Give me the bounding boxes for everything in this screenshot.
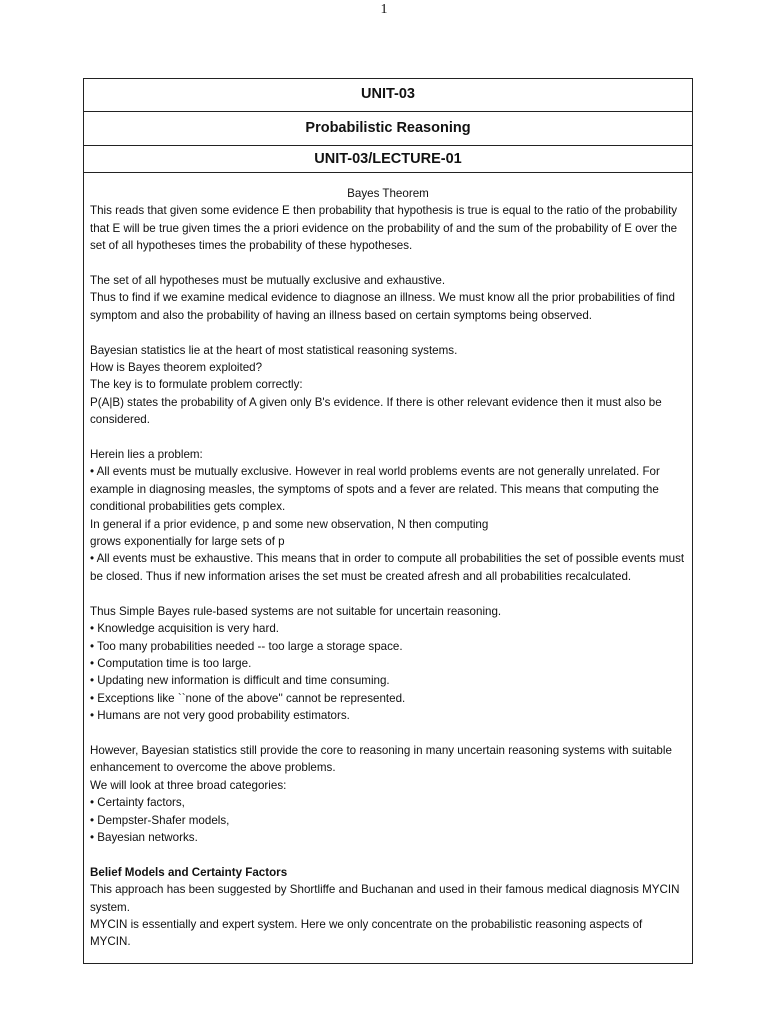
list-item: • Exceptions like ``none of the above'' cannot be represented. bbox=[90, 691, 406, 705]
lecture-frame bbox=[83, 78, 693, 964]
list-item: • Computation time is too large. bbox=[90, 656, 252, 670]
prior-evidence-line: In general if a prior evidence, p and some new observation, N then computing bbox=[90, 517, 489, 531]
hypotheses-line: The set of all hypotheses must be mutually exclusive and exhaustive. bbox=[90, 274, 446, 288]
exhaustive-bullet: • All events must be exhaustive. This means that in order to compute all probabilities the set of possible events must be closed. Thus if new information arises the set must be created afresh and all probabilities recalculated. bbox=[90, 552, 685, 583]
stats-line: Bayesian statistics lie at the heart of most statistical reasoning systems. bbox=[90, 343, 458, 357]
list-item: • Certainty factors, bbox=[90, 796, 185, 810]
page-number: 1 bbox=[380, 2, 388, 17]
mutually-exclusive-bullet: • All events must be mutually exclusive. However in real world problems events are not generally unrelated. For example in diagnosing measles, the symptoms of spots and a fever are related. This means that computing the conditional probabilities gets complex. bbox=[90, 465, 660, 514]
subject-title: Probabilistic Reasoning bbox=[84, 112, 692, 146]
belief-models-heading: Belief Models and Certainty Factors bbox=[90, 865, 288, 879]
simple-bayes-intro: Thus Simple Bayes rule-based systems are not suitable for uncertain reasoning. bbox=[90, 604, 502, 618]
problem-heading: Herein lies a problem: bbox=[90, 448, 203, 462]
exponential-line: grows exponentially for large sets of p bbox=[90, 535, 285, 549]
list-item: • Updating new information is difficult and time consuming. bbox=[90, 674, 390, 688]
shortliffe-paragraph: This approach has been suggested by Shortliffe and Buchanan and used in their famous medical diagnosis MYCIN system. bbox=[90, 883, 680, 914]
list-item: • Humans are not very good probability estimators. bbox=[90, 709, 350, 723]
conditional-probability-paragraph: P(A|B) states the probability of A given only B's evidence. If there is other relevant evidence then it must also be considered. bbox=[90, 395, 662, 427]
list-item: • Knowledge acquisition is very hard. bbox=[90, 622, 280, 636]
however-paragraph: However, Bayesian statistics still provide the core to reasoning in many uncertain reasoning systems with suitable enhancement to overcome the above problems. bbox=[90, 743, 672, 775]
diagnosis-paragraph: Thus to find if we examine medical evidence to diagnose an illness. We must know all the prior probabilities of find symptom and also the probability of having an illness based on certain symptoms being observed. bbox=[90, 291, 675, 322]
lecture-content bbox=[84, 173, 692, 963]
categories-intro: We will look at three broad categories: bbox=[90, 778, 287, 792]
mycin-paragraph: MYCIN is essentially and expert system. Here we only concentrate on the probabilistic reasoning aspects of MYCIN. bbox=[90, 917, 643, 949]
stats-question: How is Bayes theorem exploited? bbox=[90, 361, 263, 375]
bayes-theorem-heading: Bayes Theorem bbox=[347, 187, 429, 200]
list-item: • Too many probabilities needed -- too large a storage space. bbox=[90, 639, 403, 653]
list-item: • Bayesian networks. bbox=[90, 830, 198, 844]
list-item: • Dempster-Shafer models, bbox=[90, 813, 230, 827]
lecture-title: UNIT-03/LECTURE-01 bbox=[84, 146, 692, 173]
unit-title: UNIT-03 bbox=[84, 79, 692, 112]
bayes-paragraph: This reads that given some evidence E then probability that hypothesis is true is equal to the ratio of the probability that E will be true given times the a priori evidence on the probability of and the sum of the probability of E over the set of all hypotheses times the probability of these hypotheses. bbox=[90, 204, 678, 253]
stats-key-line: The key is to formulate problem correctly: bbox=[90, 378, 303, 392]
